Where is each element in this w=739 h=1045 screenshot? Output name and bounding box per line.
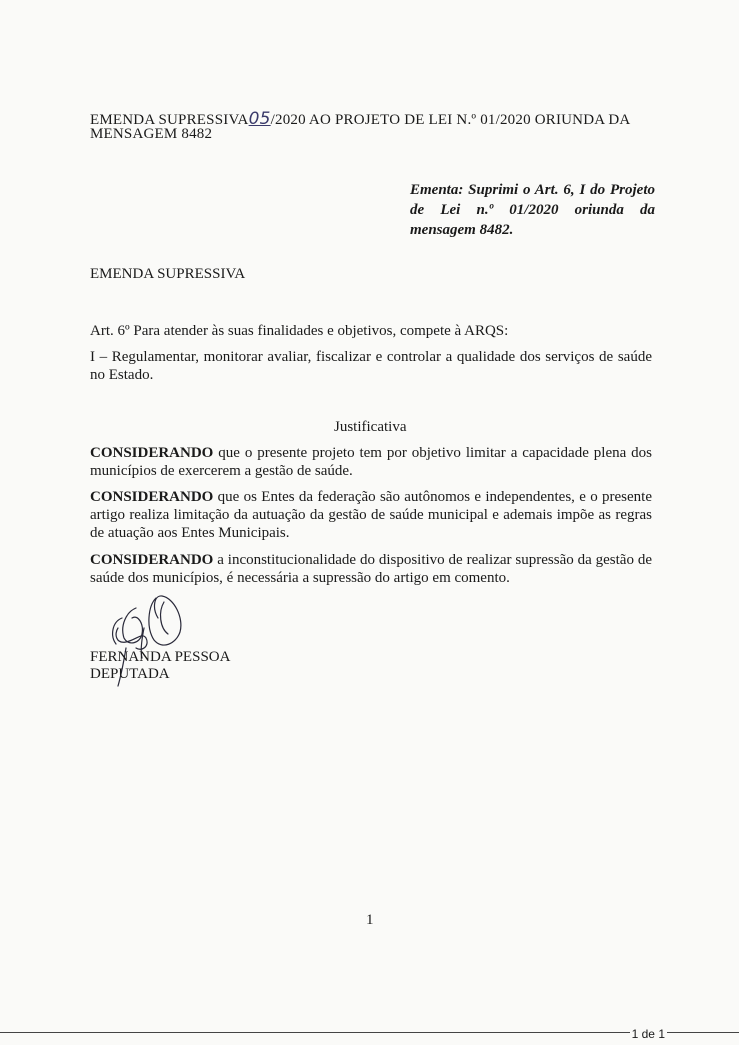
ementa-line2: de Lei n.º 01/2020 oriunda da (410, 202, 655, 218)
document-title-line2: MENSAGEM 8482 (90, 126, 213, 142)
justificativa-heading: Justificativa (334, 419, 407, 435)
considerando-2: CONSIDERANDO (90, 489, 214, 505)
title-part1: EMENDA SUPRESSIVA (90, 112, 249, 128)
footer-pager: 1 de 1 (631, 1027, 665, 1041)
p2-line2: artigo realiza limitação da autuação da gestão de saúde municipal e ademais impõe as regras (90, 507, 652, 523)
p2-line1: que os Entes da federação são autônomos e independentes, e o presente (213, 489, 652, 505)
footer-divider (0, 1032, 739, 1033)
page-number: 1 (366, 912, 374, 928)
justificativa-paragraph-3 (90, 551, 652, 587)
article-caput: Art. 6º Para atender às suas finalidades e objetivos, compete à ARQS: (90, 323, 509, 339)
p1-line1: que o presente projeto tem por objetivo limitar a capacidade plena dos (213, 445, 652, 461)
signatory-role: DEPUTADA (90, 666, 170, 682)
section-heading: EMENDA SUPRESSIVA (90, 266, 246, 282)
ementa-block (410, 180, 655, 240)
p2-line3: de atuação aos Entes Municipais. (90, 525, 290, 541)
considerando-1: CONSIDERANDO (90, 445, 214, 461)
handwritten-number: 05 (248, 109, 271, 129)
ementa-line1: Ementa: Suprimi o Art. 6, I do Projeto (410, 182, 655, 198)
considerando-3: CONSIDERANDO (90, 552, 214, 568)
article-item-line1: I – Regulamentar, monitorar avaliar, fiscalizar e controlar a qualidade dos serviços de saúde (90, 349, 652, 365)
p3-line1: a inconstitucionalidade do dispositivo de realizar supressão da gestão de (213, 552, 652, 568)
article-item (90, 348, 652, 384)
p3-line2: saúde dos municípios, é necessária a supressão do artigo em comento. (90, 570, 510, 586)
ementa-line3: mensagem 8482. (410, 222, 514, 238)
title-part2: /2020 AO PROJETO DE LEI N.º 01/2020 ORIUNDA DA (270, 112, 631, 128)
justificativa-paragraph-2 (90, 488, 652, 542)
justificativa-paragraph-1 (90, 444, 652, 480)
article-item-line2: no Estado. (90, 367, 154, 383)
signatory-name: FERNANDA PESSOA (90, 649, 231, 665)
p1-line2: municípios de exercerem a gestão de saúde. (90, 463, 353, 479)
